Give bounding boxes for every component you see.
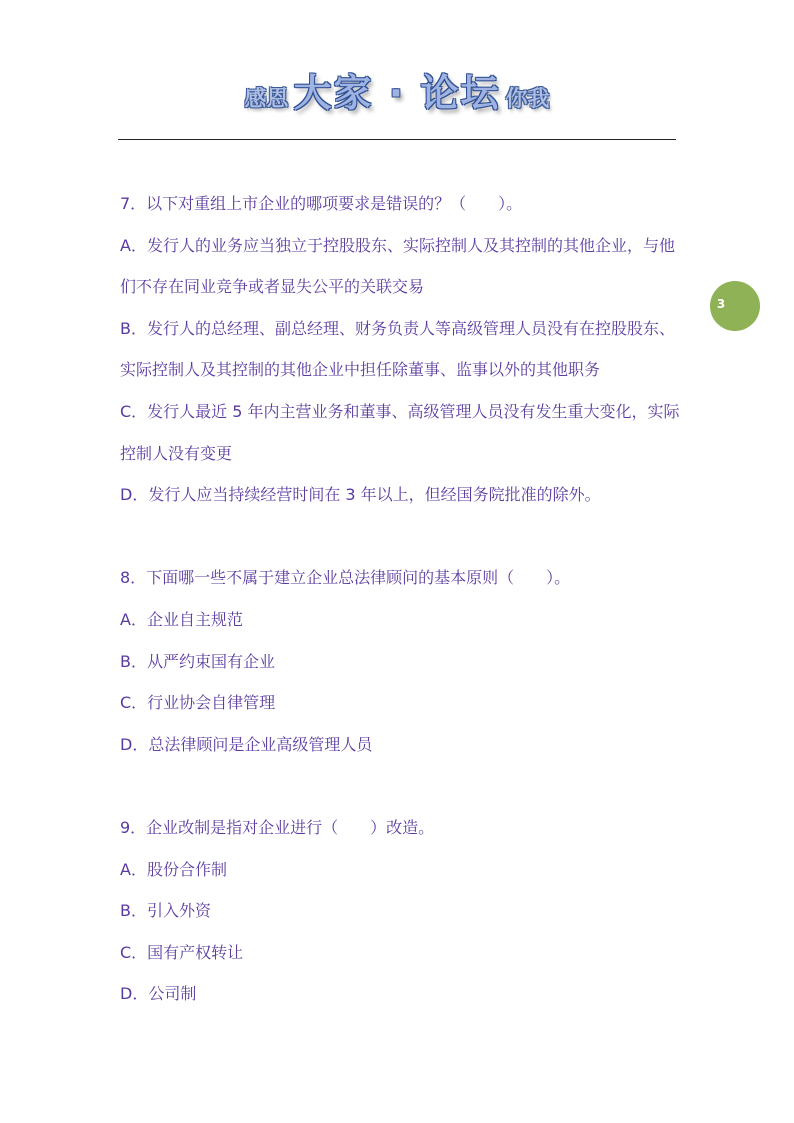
page-number-badge xyxy=(710,281,760,331)
question-stem: 9．企业改制是指对企业进行（ ）改造。 xyxy=(120,817,435,837)
option-d: D．公司制 xyxy=(120,984,197,1004)
option-c-continued: 控制人没有变更 xyxy=(120,443,233,463)
question-9 xyxy=(120,807,690,1015)
spacer xyxy=(120,516,690,558)
option-a: A．企业自主规范 xyxy=(120,609,243,629)
logo-left-text: 感恩 xyxy=(244,87,289,112)
page-number: 3 xyxy=(716,297,726,311)
option-b-continued: 实际控制人及其控制的其他企业中担任除董事、监事以外的其他职务 xyxy=(120,360,601,380)
option-b: B．发行人的总经理、副总经理、财务负责人等高级管理人员没有在控股股东、 xyxy=(120,318,675,338)
option-b: B．引入外资 xyxy=(120,901,211,921)
option-c: C．国有产权转让 xyxy=(120,942,244,962)
question-8 xyxy=(120,557,690,765)
question-7 xyxy=(120,183,690,516)
option-d: D．发行人应当持续经营时间在 3 年以上，但经国务院批准的除外。 xyxy=(120,485,601,505)
question-stem: 7．以下对重组上市企业的哪项要求是错误的？（ ）。 xyxy=(120,194,523,213)
option-a: A．股份合作制 xyxy=(120,859,227,879)
option-a-continued: 们不存在同业竞争或者显失公平的关联交易 xyxy=(120,277,425,297)
logo-right-text: 你我 xyxy=(505,87,550,112)
spacer xyxy=(120,765,690,807)
option-b: B．从严约束国有企业 xyxy=(120,651,275,671)
option-c: C．行业协会自律管理 xyxy=(120,693,276,713)
logo-main-text: 大家 · 论坛 xyxy=(293,71,501,115)
option-d: D．总法律顾问是企业高级管理人员 xyxy=(120,734,373,754)
question-list xyxy=(120,183,690,1015)
header-logo xyxy=(0,62,794,132)
question-stem: 8．下面哪一些不属于建立企业总法律顾问的基本原则（ ）。 xyxy=(120,568,571,588)
option-c: C．发行人最近 5 年内主营业务和董事、高级管理人员没有发生重大变化，实际 xyxy=(120,401,680,421)
header-divider xyxy=(118,139,676,140)
option-a: A．发行人的业务应当独立于控股股东、实际控制人及其控制的其他企业，与他 xyxy=(120,235,675,255)
